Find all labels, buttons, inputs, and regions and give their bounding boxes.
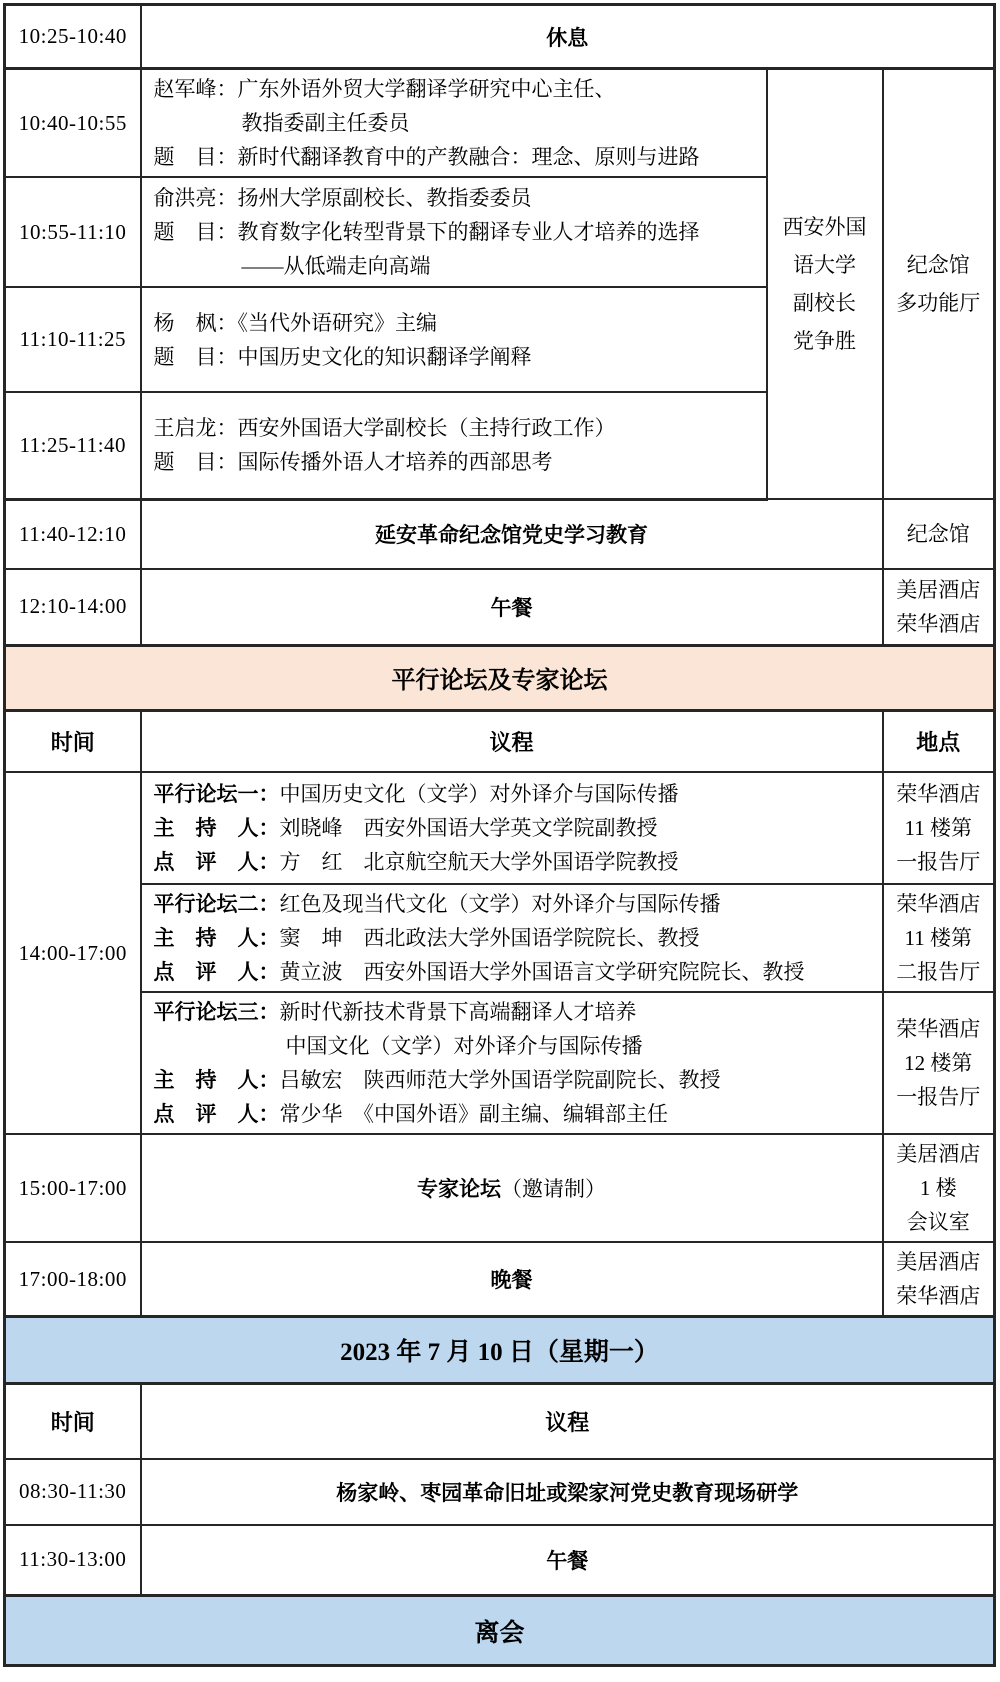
expert-forum-cell [141,1134,883,1242]
agenda-line [154,921,878,955]
table-row [5,499,995,569]
agenda-line [154,887,878,921]
agenda-line: 题 目：国际传播外语人才培养的西部思考 [153,450,553,475]
column-header-agenda: 议程 [141,1384,995,1459]
location-cell [883,992,995,1134]
location-line: 二报告厅 [896,960,981,984]
line-label: 平行论坛二： [153,892,280,916]
agenda-cell [141,392,767,499]
column-header-agenda: 议程 [141,710,883,772]
location-line: 荣华酒店 [896,611,981,636]
line-label: 专家论坛 [417,1177,501,1201]
moderator-line: 副校长 [793,291,856,315]
time-cell: 08:30-11:30 [5,1459,141,1525]
agenda-line [154,955,878,989]
time-cell: 12:10-14:00 [5,569,141,645]
location-cell: 纪念馆 [883,499,995,569]
time-cell: 14:00-17:00 [5,772,141,1134]
location-line: 12 楼第 [904,1051,973,1075]
location-line: 美居酒店 [896,1142,981,1166]
location-line: 纪念馆 [906,253,970,277]
line-text: 刘晓峰 西安外国语大学英文学院副教授 [279,816,658,840]
table-row [5,1384,995,1459]
line-label: 平行论坛三： [153,1000,280,1024]
time-cell: 11:40-12:10 [5,499,141,569]
lunch-cell: 午餐 [141,1525,995,1596]
location-cell [883,1242,995,1317]
column-header-time: 时间 [5,1384,141,1459]
table-row [5,1596,995,1666]
time-cell: 11:30-13:00 [5,1525,141,1596]
time-cell: 10:40-10:55 [5,69,141,178]
agenda-line: 题 目：新时代翻译教育中的产教融合：理念、原则与进路 [153,145,700,169]
table-row [5,1317,995,1384]
location-cell [883,1134,995,1242]
section-banner-day2-date: 2023 年 7 月 10 日（星期一） [5,1317,995,1384]
line-text: 吕敏宏 陕西师范大学外国语学院副院长、教授 [279,1068,721,1092]
agenda-line [154,811,878,845]
line-label: 点 评 人： [153,1102,280,1126]
agenda-line [154,777,878,811]
agenda-line: ——从低端走向高端 [241,254,431,278]
location-line: 1 楼 [919,1176,957,1200]
agenda-line [154,995,878,1029]
agenda-line [154,845,878,879]
location-cell [883,69,995,500]
line-text: 新时代新技术背景下高端翻译人才培养 [279,1000,637,1024]
time-cell: 11:10-11:25 [5,287,141,392]
table-row [5,645,995,710]
time-cell: 17:00-18:00 [5,1242,141,1317]
agenda-line [154,1063,878,1097]
location-line: 会议室 [906,1210,970,1234]
moderator-line: 党争胜 [793,329,856,353]
line-label: 主 持 人： [153,816,280,840]
lunch-cell: 午餐 [141,569,883,645]
break-cell: 休息 [141,5,995,69]
agenda-line: 题 目：教育数字化转型背景下的翻译专业人才培养的选择 [153,220,700,244]
table-row [5,884,995,992]
line-text: 常少华 《中国外语》副主编、编辑部主任 [279,1102,668,1126]
agenda-line: 题 目：中国历史文化的知识翻译学阐释 [153,344,532,369]
time-cell: 10:55-11:10 [5,177,141,287]
line-text: 中国历史文化（文学）对外译介与国际传播 [279,782,679,806]
moderator-line: 西安外国 [782,215,867,239]
time-cell: 11:25-11:40 [5,392,141,499]
line-text: （邀请制） [501,1177,606,1201]
section-banner-closing: 离会 [5,1596,995,1666]
table-row [5,1242,995,1317]
table-row [5,992,995,1134]
location-line: 荣华酒店 [896,782,981,806]
table-row [5,710,995,772]
location-line: 一报告厅 [896,1085,981,1109]
forum-cell [141,772,883,884]
location-line: 荣华酒店 [896,892,981,916]
agenda-line: 俞洪亮：扬州大学原副校长、教指委委员 [153,186,532,210]
line-label: 主 持 人： [153,1068,280,1092]
agenda-cell [141,177,767,287]
table-row [5,569,995,645]
line-text: 窦 坤 西北政法大学外国语学院院长、教授 [279,926,700,950]
table-row [5,772,995,884]
location-cell [883,569,995,645]
line-text: 黄立波 西安外国语大学外国语言文学研究院院长、教授 [279,960,805,984]
line-label: 主 持 人： [153,926,280,950]
location-line: 多功能厅 [896,291,981,315]
column-header-location: 地点 [883,710,995,772]
forum-cell [141,992,883,1134]
agenda-line [286,1029,878,1063]
location-line: 11 楼第 [904,816,972,840]
study-cell: 杨家岭、枣园革命旧址或梁家河党史教育现场研学 [141,1459,995,1525]
table-row [5,1525,995,1596]
location-line: 美居酒店 [896,577,981,602]
agenda-line: 赵军峰：广东外语外贸大学翻译学研究中心主任、 [153,77,616,101]
table-row [5,1459,995,1525]
dinner-cell: 晚餐 [141,1242,883,1317]
time-cell: 15:00-17:00 [5,1134,141,1242]
location-line: 美居酒店 [896,1250,981,1274]
agenda-line: 杨 枫：《当代外语研究》主编 [153,310,437,335]
table-row [5,5,995,69]
line-text: 红色及现当代文化（文学）对外译介与国际传播 [279,892,721,916]
agenda-cell [141,287,767,392]
line-label: 点 评 人： [153,850,280,874]
agenda-line: 王启龙：西安外国语大学副校长（主持行政工作） [153,416,616,441]
location-cell [883,772,995,884]
location-line: 一报告厅 [896,850,981,874]
location-line: 荣华酒店 [896,1017,981,1041]
agenda-line: 教指委副主任委员 [241,111,410,135]
location-line: 11 楼第 [904,926,972,950]
forum-cell [141,884,883,992]
agenda-line [154,1097,878,1131]
column-header-time: 时间 [5,710,141,772]
memorial-cell: 延安革命纪念馆党史学习教育 [141,499,883,569]
location-line: 荣华酒店 [896,1284,981,1308]
table-row [5,69,995,178]
time-cell: 10:25-10:40 [5,5,141,69]
line-text: 方 红 北京航空航天大学外国语学院教授 [279,850,679,874]
moderator-line: 语大学 [793,253,856,277]
section-banner-parallel-forums: 平行论坛及专家论坛 [5,645,995,710]
line-text: 中国文化（文学）对外译介与国际传播 [285,1034,643,1058]
location-cell [883,884,995,992]
program-table [3,3,996,1667]
line-label: 点 评 人： [153,960,280,984]
agenda-cell [141,69,767,178]
line-label: 平行论坛一： [153,782,280,806]
table-row [5,1134,995,1242]
moderator-cell [767,69,883,500]
